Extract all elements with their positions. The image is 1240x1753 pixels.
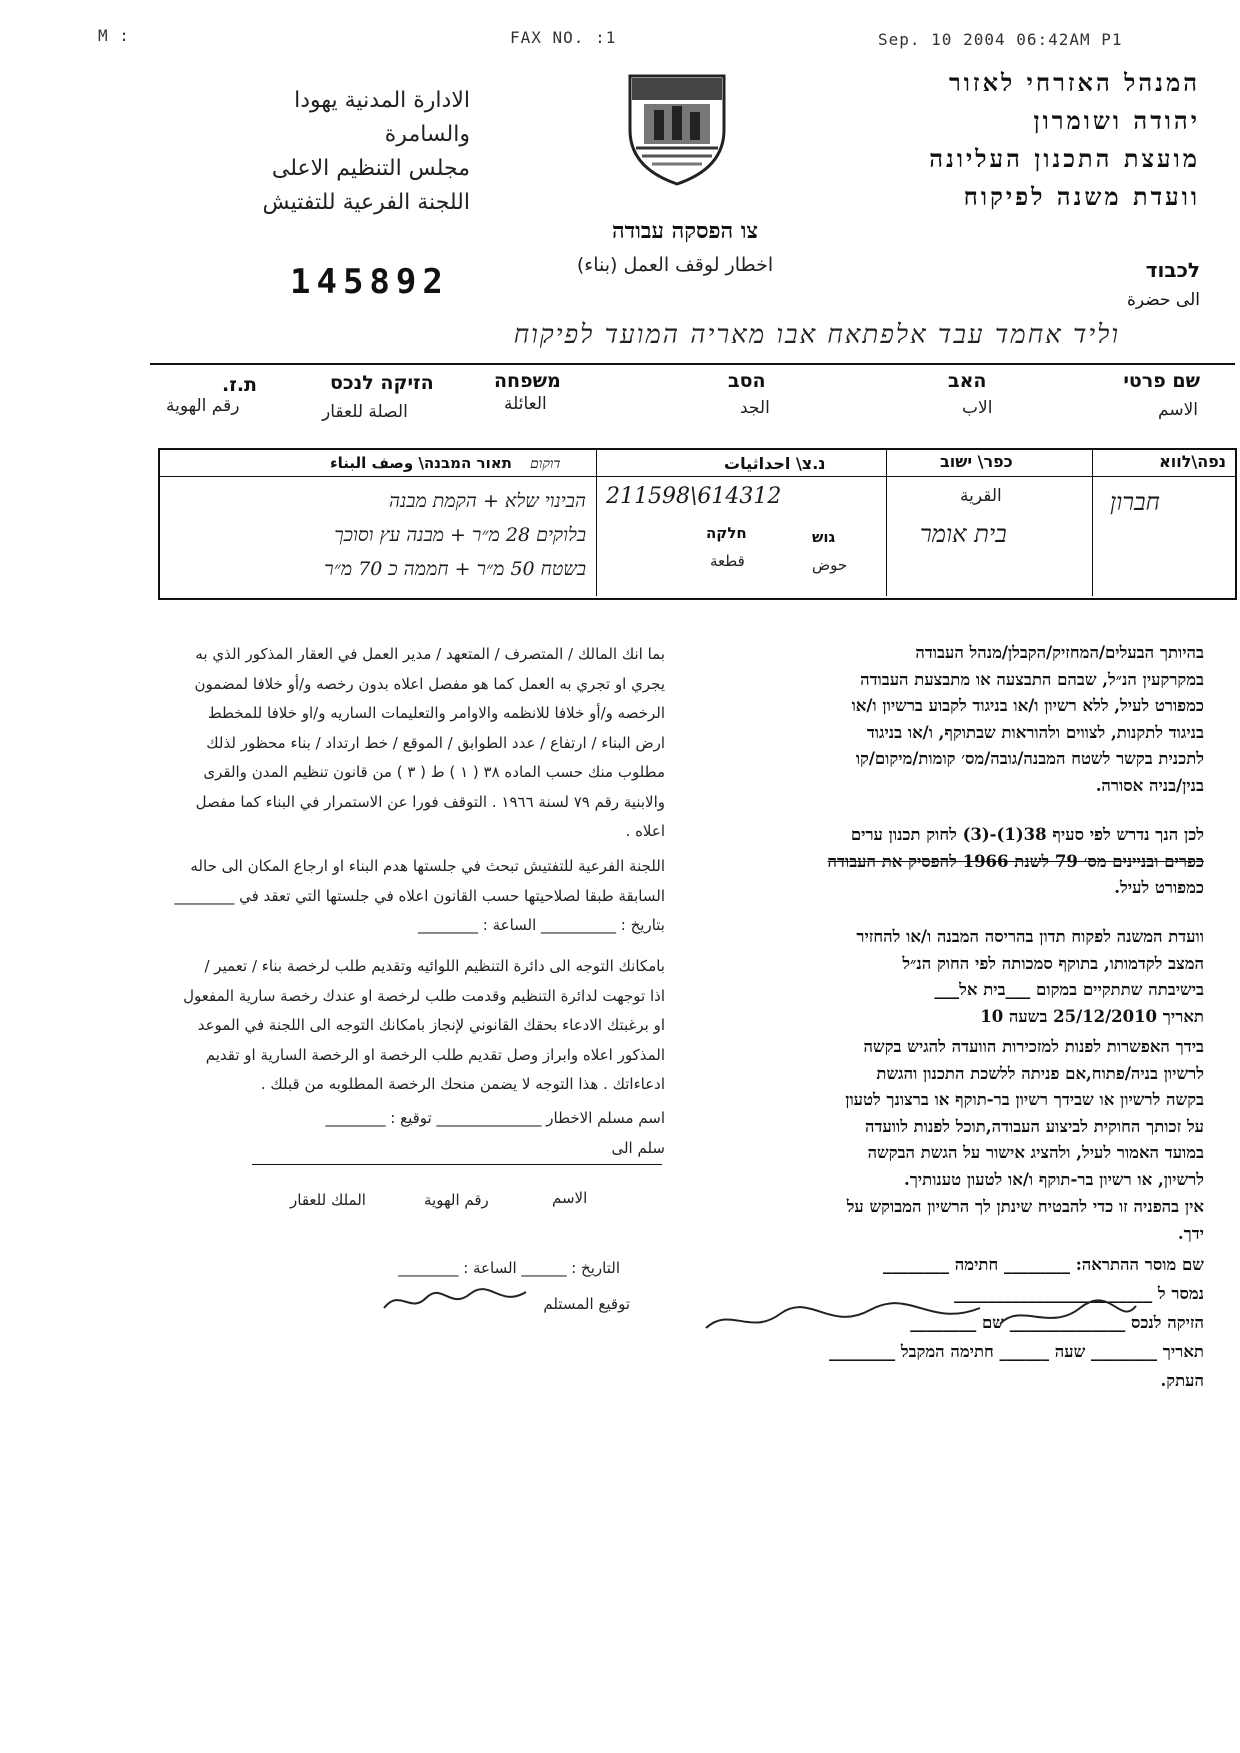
parcel-label-he: חלקה [706,524,747,542]
text-line: السابقة طبقا لصلاحيتها حسب القانون اعلاه في جلستها التي تعقد في ________ [174,886,665,905]
col-id-ar: رقم الهوية [424,1191,489,1209]
receiver-signature-scribble [380,1280,530,1320]
document-title-hebrew: צו הפסקה עבודה [612,218,758,244]
text-line: כפרים ובניינים מס׳ 79 לשנת 1966 להפסיק את העבודה [827,851,1204,871]
text-line: בקשה לרשיון או שבידך רשיון בר-תוקף או ברצונך לטעון [845,1090,1204,1109]
text-line: ادعاءاتك . هذا التوجه لا يضمن منحك الرخصة المطلوبه من قبلك . [260,1075,665,1093]
text-line: על זכותך החוקית לביצוע העבודה,תוכל לפנות לוועדה [865,1116,1204,1136]
signature-line: העתק. [1160,1371,1204,1390]
text-line: במקרקעין הנ״ל, שבהם התבצעה או מתבצעת העבודה [860,669,1204,689]
name-underline [150,363,1235,365]
text-line: والابنية رقم ٧٩ لسنة ١٩٦٦ . التوقف فورا عن الاستمرار في البناء كما مفصل [195,792,665,811]
signature-line: נמסר ל ________________________ [954,1284,1204,1303]
description-line: בשטח 50 מ״ר + חממה כ 70 מ״ר [324,558,586,580]
hebrew-body-p2 [692,822,1204,902]
block-label-ar: حوض [812,556,848,574]
text-line: ידך. [1177,1223,1204,1243]
label-family-ar: العائلة [504,394,547,414]
document-number: 145892 [290,262,449,302]
label-father-he: האב [948,370,987,392]
box-header-rule [158,476,1235,477]
col-name-ar: الاسم [552,1189,588,1207]
label-relation-he: הזיקה לנכס [330,372,434,394]
hebrew-letterhead-line: המנהל האזרחי לאזור [948,68,1200,97]
text-line: بما انك المالك / المتصرف / المتعهد / مدير العمل في العقار المذكور الذي به [195,645,665,663]
label-grandfather-ar: الجد [740,398,770,418]
text-line: بامكانك التوجه الى دائرة التنظيم اللوائيه وتقديم طلب لرخصة بناء / تعمير / [204,957,665,975]
label-id-ar: رقم الهوية [166,396,240,416]
text-line: يجري او تجري به العمل كما هو مفصل اعلاه بدون رخصه و/أو خلافا لمضمون [194,674,665,693]
text-line: اللجنة الفرعية للتفتيش تبحث في جلستها هدم البناء او ارجاع المكان الى حاله [190,857,665,875]
text-line: לתכנית בקשר לשטח המבנה/גובה/מס׳ קומות/מיקום/קו [855,749,1204,768]
arabic-letterhead-line: مجلس التنظيم الاعلى [271,156,470,181]
text-line: בניגוד לתקנות, לצווים ולהוראות שבתוקף, ו/או בניגוד [866,722,1204,742]
fax-timestamp: Sep. 10 2004 06:42AM P1 [878,30,1123,49]
description-prefix: דוקום [530,456,561,472]
arabic-delivered-to: سلم الى [611,1139,665,1157]
hebrew-letterhead-line: יהודה ושומרון [1033,106,1200,135]
description-line: הבינוי שלא + הקמת מבנה [389,490,586,512]
box-divider [596,450,597,596]
village-label-arabic: القرية [960,486,1002,506]
text-line: בהיותך הבעלים/המחזיק/הקבלן/מנהל העבודה [915,643,1204,662]
text-line: بتاريخ : __________ الساعة : ________ [417,916,665,934]
text-line: כמפורט לעיל, ללא רשיון ו/או בניגוד לקבוע ברשיון ו/או [851,696,1204,715]
label-first-name-he: שם פרטי [1123,370,1200,392]
label-grandfather-he: הסב [728,370,766,392]
text-line: בנין/בניה אסורה. [1095,775,1204,795]
fax-left-mark: M : [98,26,130,45]
signature-line: שם מוסר ההתראה: ________ חתימה ________ [883,1255,1204,1274]
coordinates-value: 211598\614312 [606,484,782,509]
to-label-hebrew: לכבוד [1145,258,1200,282]
hebrew-signature-scribbles [700,1288,1140,1348]
text-line: الرخصه و/أو خلافا للانظمه والاوامر والتعليمات الساريه و/او خلافا للمخطط [207,704,665,722]
box-divider [1092,450,1093,596]
text-line: במועד האמור לעיל, ולהציג אישור על הגשת הבקשה [867,1143,1204,1162]
village-value: בית אומר [920,520,1007,548]
text-line: לרשיון, או רשיון בר-תוקף ו/או לטעון טענותיך. [903,1169,1204,1189]
hebrew-body-p5 [692,1194,1204,1247]
coat-of-arms-emblem [622,70,732,188]
hebrew-body-p1 [692,640,1204,799]
text-line: לכן הנך נדרש לפי סעיף 38(1)-(3) לחוק תכנון ערים [850,825,1204,844]
text-line: לרשיון בניה/פתוח,אם פניתה ללשכת התכנון והגשת [876,1063,1204,1083]
document-title-arabic: اخطار لوقف العمل (بناء) [576,254,774,276]
hebrew-body-p4 [692,1034,1204,1193]
parcel-label-ar: قطعة [710,552,745,570]
text-line: اعلاه . [625,822,665,840]
description-line: בלוקים 28 מ״ר + מבנה עץ וסוכך [334,524,586,546]
village-label: כפר\ ישוב [940,452,1013,471]
text-line: ارض البناء / ارتفاع / عدد الطوابق / الموقع / خط ارتداد / بناء محظور لذلك [206,733,665,752]
label-father-ar: الاب [962,398,993,418]
description-value [176,484,586,586]
text-line: בידך האפשרות לפנות למזכירות הוועדה להגיש בקשה [863,1037,1204,1056]
text-line: המצב לקדמותו, בתוקף סמכותה לפי החוק הנ״ל [902,953,1204,973]
label-relation-ar: الصلة للعقار [322,402,408,422]
text-line: او برغبتك الادعاء بحقك القانوني لإنجاز بامكانك التوجه الى اللجنة في الموعد [197,1016,665,1034]
signature-line: הזיקה לנכס ______________ שם ________ [910,1313,1204,1332]
arabic-date-time: التاريخ : ______ الساعة : ________ [398,1259,620,1277]
label-first-name-ar: الاسم [1158,400,1198,420]
hebrew-letterhead [820,64,1200,216]
text-line: כמפורט לעיל. [1114,878,1204,897]
text-line: תאריך 25/12/2010 בשעה 10 [980,1006,1204,1026]
block-label-he: גוש [812,528,836,546]
text-line: בישיבתה שתתקיים במקום ___בית אל___ [934,980,1204,999]
to-label-arabic: الى حضرة [1126,290,1200,310]
arabic-letterhead [130,84,470,220]
arabic-letterhead-line: اللجنة الفرعية للتفتيش [262,190,470,215]
district-label: נפה\לווא [1159,452,1226,471]
text-line: אין בהפניה זו כדי להבטיח שינתן לך הרשיון המבוקש על [846,1197,1204,1216]
text-line: المذكور اعلاه وابراز وصل تقديم طلب الرخصة او الرخصة السارية او تقديم [205,1045,665,1064]
arabic-body-p1 [70,640,665,847]
label-id-he: ת.ז. [222,374,258,396]
description-label: תאור המבנה\ وصف البناء [330,454,512,472]
arabic-letterhead-line: الادارة المدنية يهودا [294,88,470,113]
signature-line: תאריך ________ שעה ______ חתימה המקבל ________ [829,1342,1204,1361]
district-value: חברון [1110,488,1160,516]
fax-number: FAX NO. :1 [510,28,617,47]
arabic-body-p3 [70,952,665,1100]
hebrew-letterhead-line: מועצת התכנון העליונה [929,144,1200,173]
hebrew-body-p3 [692,924,1204,1030]
text-line: اذا توجهت لدائرة التنظيم وقدمت طلب لرخصة او عندك رخصة سارية المفعول [183,986,665,1005]
handwritten-recipient-name: וליד אחמד עבד אלפתאח אבו מאריה המועד לפיקוח [513,320,1120,350]
arabic-deliverer-line: اسم مسلم الاخطار ______________ توقيع : ________ [325,1109,665,1127]
col-owner-ar: الملك للعقار [290,1191,366,1209]
arabic-letterhead-line: والسامرة [384,122,470,147]
arabic-body-p2 [70,852,665,941]
text-line: וועדת המשנה לפקוח תדון בהריסה המבנה ו/או להחזיר [856,927,1204,946]
arabic-receiver-signature: توقيع المستلم [543,1295,630,1313]
label-family-he: משפחה [494,370,561,392]
box-divider [886,450,887,596]
text-line: مطلوب منك حسب الماده ٣٨ ( ١ ) ط ( ٣ ) من قانون تنظيم المدن والقرى [203,763,665,781]
coordinates-label: נ.צ\ احداثيات [724,454,826,473]
hebrew-letterhead-line: וועדת משנה לפיקוח [963,182,1200,211]
delivered-to-line [252,1164,662,1165]
